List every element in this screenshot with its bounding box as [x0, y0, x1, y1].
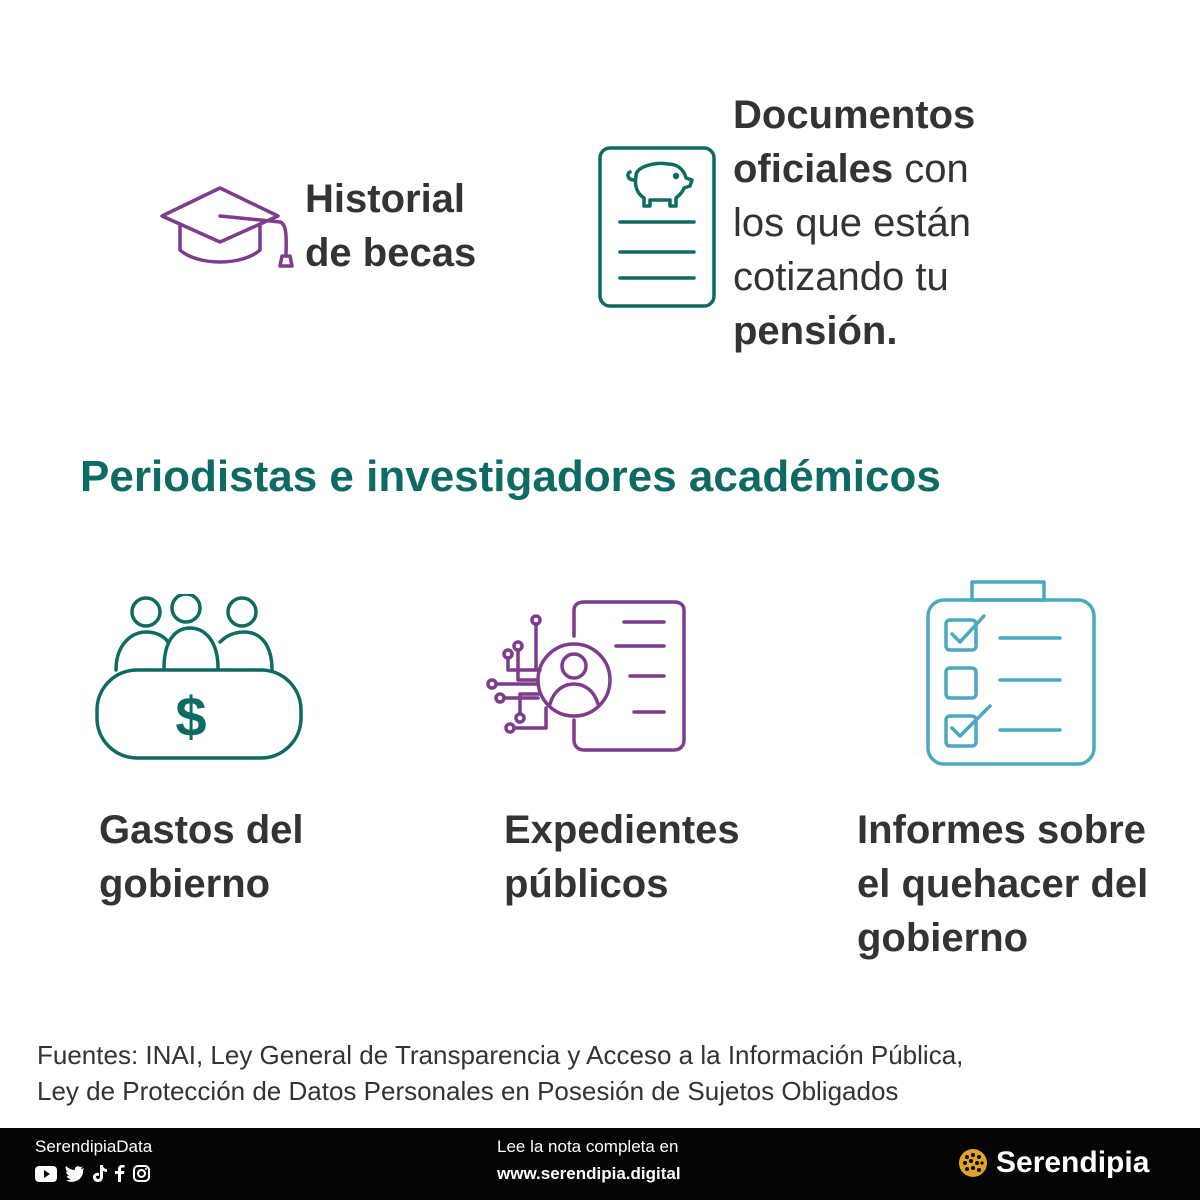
section-title: Periodistas e investigadores académicos	[80, 452, 941, 501]
sources-line1: Fuentes: INAI, Ley General de Transparencia y Acceso a la Información Pública,	[37, 1040, 964, 1070]
piggy-bank-document-icon	[598, 146, 716, 308]
facebook-icon[interactable]	[115, 1165, 125, 1182]
gastos-line2: gobierno	[99, 862, 271, 906]
sources-line2: Ley de Protección de Datos Personales en Posesión de Sujetos Obligados	[37, 1076, 899, 1106]
profile-records-icon	[474, 600, 688, 752]
expedientes-label	[504, 803, 740, 911]
tiktok-icon[interactable]	[93, 1165, 107, 1182]
docs-bold2: oficiales	[733, 147, 894, 191]
footer-url-link[interactable]: www.serendipia.digital	[497, 1164, 681, 1183]
footer-handle[interactable]: SerendipiaData	[35, 1137, 153, 1156]
gastos-label	[99, 803, 304, 911]
footer-read-more: Lee la nota completa en	[497, 1137, 679, 1156]
docs-bold3: pensión.	[733, 309, 898, 353]
informes-line2: el quehacer del	[857, 862, 1149, 906]
checklist-clipboard-icon	[926, 580, 1098, 766]
instagram-icon[interactable]	[133, 1165, 150, 1182]
docs-normal2: los que están	[733, 201, 971, 245]
docs-label	[733, 88, 1053, 358]
graduation-cap-icon	[158, 184, 298, 270]
serendipia-logo-icon	[958, 1148, 988, 1178]
youtube-icon[interactable]	[35, 1166, 57, 1182]
informes-label	[857, 803, 1148, 965]
svg-text:$: $	[175, 685, 207, 748]
serendipia-logo[interactable]	[958, 1146, 1149, 1180]
gastos-line1: Gastos del	[99, 808, 304, 852]
docs-normal3: cotizando tu	[733, 255, 949, 299]
footer-bar	[0, 1128, 1200, 1200]
sources-text	[37, 1037, 1167, 1109]
expedientes-line2: públicos	[504, 862, 669, 906]
becas-line1: Historial	[305, 177, 466, 221]
expedientes-line1: Expedientes	[504, 808, 740, 852]
informes-line1: Informes sobre	[857, 808, 1146, 852]
social-icons	[35, 1165, 150, 1182]
informes-line3: gobierno	[857, 916, 1029, 960]
serendipia-brand: Serendipia	[996, 1146, 1150, 1179]
twitter-icon[interactable]	[65, 1166, 85, 1182]
people-money-icon	[94, 594, 304, 762]
docs-normal1: con	[893, 147, 969, 191]
becas-label	[305, 172, 476, 280]
docs-bold1: Documentos	[733, 93, 976, 137]
becas-line2: de becas	[305, 231, 477, 275]
